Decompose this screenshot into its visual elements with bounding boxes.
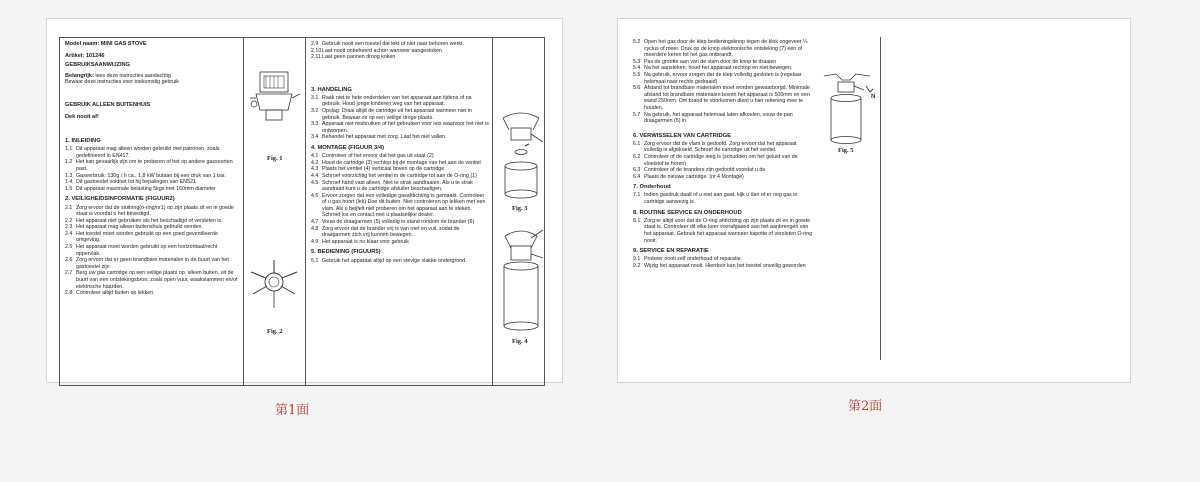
list-item: 9.1 Probeer nooit zelf onderhoud of reparatie. (633, 256, 743, 263)
list-item: 2.7 Berg uw gas cartridge op een veilige plaats op, alleen buiten, uit de buurt van een ontstekingsbron, zoals open vuur, waakvlammen en/of elektrische haarden. (65, 270, 238, 290)
important-note: Belangrijk: lees deze instructies aandachtig (65, 72, 171, 79)
list-item: 6.4 Plaats de nieuwe cartridge. (nr.4 Montage) (633, 173, 744, 180)
list-item: 1.2 Het kan gevaarlijk zijn om te proberen of het op andere gassoorten past. (65, 159, 233, 173)
list-item: 6.3 Controleer of de branders zijn gedoofd voordat u de (633, 167, 766, 174)
page-1-column-1 (65, 41, 241, 297)
list-item: 1.5 Dit apparaat maximale belasting 5kgs met 160mm diameter (65, 185, 216, 192)
article-number: Artikel: 101246 (65, 52, 105, 59)
page-1-frame (59, 37, 545, 386)
list-item: 4.7 Vouw de draagarmen (5) volledig in stand rondom de brander (6) (311, 219, 475, 226)
safety-list (65, 205, 241, 297)
list-item: 3.3 Apparaat niet misbruiken of het gebruiken voor iets waarvoor het niet is ontworpen. (311, 121, 489, 134)
section-heading: 4. MONTAGE (FIGUUR 3/4) (311, 145, 385, 152)
list-item: 2.10 Laat nooit onbeheerd achter wanneer aangestoken (311, 47, 442, 54)
list-item: 3.2 Opslag: Draai altijd de cartridge uit het apparaat wanneer niet in gebruik. Bewaar ze op een veilige droge plaats. (311, 108, 472, 121)
section-heading: 2. VEILIGHEIDSINFORMATIE (FIGUUR2) (65, 196, 175, 203)
figure-caption: Fig. 3 (512, 205, 528, 212)
maintenance-list (633, 192, 815, 205)
list-item: 3.4 Behandel het apparaat met zorg. Laat het niet vallen. (311, 134, 447, 141)
figure-caption: Fig. 5 (838, 147, 854, 154)
column-divider (243, 38, 244, 385)
list-item: 2.11 Laat geen pannen droog koken (311, 54, 396, 61)
operation-list (633, 39, 815, 125)
list-item: 2.2 Het apparaat niet gebruiken als het beschadigd of versleten is. (65, 217, 223, 224)
section-heading: 6. VERWISSELEN VAN CARTRIDGE (633, 132, 732, 139)
list-item: 8.1 Zorg er altijd voor dat de O-ring afdichting op zijn plaats zit en in goede staat is. Controleer dit elke keer voorafgaand aan het aanbrengen van het apparaat. Gebruik het apparaat wanneer kapotte of versleten O-ring nooit. (633, 217, 813, 244)
figure-caption: Fig. 4 (512, 338, 528, 345)
page-2-column-1 (633, 39, 815, 269)
service-list (633, 256, 815, 269)
stove-valve-illustration (246, 64, 302, 130)
section-heading: 7. Onderhoud (633, 184, 671, 191)
list-item: 5.6 Afstand tot brandbare materialen moet worden gewaarborgd. Minimale afstand tot brandbare materialen boven het apparaat is 500mm en een wand 250mm. Om brand te voorkomen dient u hier rekening mee te houden. (633, 85, 810, 111)
section-heading: 8. ROUTINE SERVICE EN ONDERHOUD (633, 209, 742, 216)
figure-caption: Fig. 1 (267, 155, 283, 162)
pan-support-illustration (249, 258, 299, 310)
intro-list (65, 146, 241, 192)
page-2-sheet (617, 18, 1131, 383)
list-item: 1.1 Dit apparaat mag alleen worden gebruikt met patronen, zoals gedefinieerd in EN417. (65, 146, 220, 159)
list-item: 6.1 Zorg ervoor dat de vlam is gedoofd. Zorg ervoor dat het apparaat volledig is afgekoeld. Schroef de cartridge uit het ventiel. (633, 140, 797, 154)
manual-title: GEBRUIKSAANWIJZING (65, 62, 130, 69)
figure-caption: Fig. 2 (267, 328, 283, 335)
svg-text:N: N (871, 94, 876, 100)
section-heading: 1. INLEIDING (65, 138, 101, 145)
list-item: 2.6 Zorg ervoor dat er geen brandbare materialen in de buurt van het gastoestel zijn (65, 257, 229, 270)
list-item: 7.1 Indien gasdruk daalt of u niet aan gaat, kijk u dan of er nog gas in cartridge aanwezig is. (633, 192, 798, 206)
list-item: 5.5 Na gebruik, ervoor zorgen dat de klep volledig gesloten is (regelaar helemaal naar rechts gedraaid) (633, 71, 802, 85)
list-item: 9.2 Wijzig het apparaat nooit. Hierdoor kan het toestel onveilig geworden (633, 262, 806, 269)
list-item: 2.8 Controleer altijd buiten op lekken. (65, 290, 155, 297)
page-1-label: 第1面 (275, 403, 310, 418)
list-item: 5.1 Gebruik het apparaat altijd op een stevige vlakke ondergrond. (311, 257, 467, 264)
list-item: 4.9 Het apparaat is nu klaar voor gebruik (311, 238, 409, 245)
mount-list (311, 153, 489, 245)
list-item: 5.4 Na het aansteken, houd het apparaat rechtop en niet bewegen. (633, 65, 793, 72)
section-heading: 9. SERVICE EN REPARATIE (633, 248, 709, 255)
cover-warning: Dek nooit af! (65, 113, 99, 120)
section-heading: 3. HANDELING (311, 86, 352, 93)
keep-instructions: Bewaar deze instructies voor toekomstig gebruik (65, 79, 179, 86)
list-item: 2.3 Het apparaat mag alleen buitenshuis gebruikt worden. (65, 224, 203, 231)
cartridge-swap-list (633, 141, 815, 181)
list-item: 4.3 Plaats het ventiel (4) verticaal boven op de cartridge (311, 166, 445, 173)
list-item: 6.2 Controleer of de cartridge leeg is (schudden om het geluid van de vloeistof te horen) (633, 154, 798, 167)
list-item: 4.6 Ervoor zorgen dat een volledige gasafdichting is gemaakt. Controleer of u gas hoort (lek) Doe dit buiten. Niet controleren op lekken met een vlam. Als u beijfelt niet proberen om het apparaat aan te steken. Schroef los en contact met u plaatselijke dealer. (311, 192, 486, 219)
list-item: 2.9 Gebruik nooit een toestel dat lekt of niet naar behoren werkt. (311, 41, 464, 47)
list-item: 4.1 Controleer of het ervoor dat het gas uit staat (2) (311, 153, 434, 160)
list-item: 1.3 Gasverbruik: 130g / h ca., 1,8 kW butaan bij een druk van 1 bar. (65, 172, 226, 179)
outdoor-warning: GEBRUIK ALLEEN BUITENHUIS (65, 101, 151, 108)
routine-list (633, 218, 815, 244)
list-item: 4.4 Schroef voorzichtig het ventiel in de cartridge tot aan de O-ring (1) (311, 172, 477, 179)
assembled-stove-illustration (495, 228, 545, 333)
list-item: 5.3 Pas de grootte aan van de vlam door de knop te draaien (633, 58, 777, 65)
list-item: 5.7 Na gebruik, het apparaat helemaal laten afkoelen, vouw de pan draagarmen (5) in. (633, 111, 793, 125)
list-item: 2.4 Het toestel moet worden gebruikt op een goed geventileerde omgeving. (65, 230, 218, 244)
page-2-label: 第2面 (848, 399, 883, 414)
list-item: 4.2 Houd de cartridge (3) rechtop bij de montage van het aan de ventiel (311, 159, 481, 166)
page-2-frame (630, 37, 881, 360)
list-item: 5.2 Open het gas door de klep bedieningsknop tegen de klok ongeveer ¼ cyclus of meer. Druk op de knop elektronische ontsteking (7) één of meerdere keren tot het gas ontbrandt. (633, 39, 808, 59)
page-1-sheet (46, 18, 563, 383)
safety-list-continued (311, 41, 489, 61)
list-item: 4.5 Schroef hand vast alleen. Niet te strak aandraaien. Als u te strak aandraait kunt u de cartridge afsluiter beschadigen. (311, 179, 473, 193)
stove-on-cartridge-illustration (495, 108, 545, 200)
page-1-column-2 (311, 41, 489, 264)
handling-list (311, 95, 489, 141)
column-divider (305, 38, 306, 385)
list-item: 3.1 Raak niet te hete onderdelen van het apparaat aan tijdens of na gebruik. Houd jonge kinderen weg van het apparaat. (311, 94, 472, 108)
model-name: Model naam: MINI GAS STOVE (65, 41, 147, 47)
list-item: 2.1 Zorg ervoor dat de sluitring(o-ring/nr1) op zijn plaats zit en in goede staat is voordat u het bevestigd. (65, 204, 234, 218)
stove-ignition-illustration (820, 70, 878, 146)
list-item: 2.5 Het apparaat moet worden gebruikt op een horizontaal/recht oppervlak. (65, 244, 218, 257)
section-heading: 5. BEDIENING (FIGUUR5) (311, 249, 381, 256)
list-item: 4.8 Zorg ervoor dat de brander vrij is van roet en vuil, zodat de draagarmen zich vrij kunnen bewegen. (311, 225, 460, 239)
column-divider (492, 38, 493, 385)
operate-list (311, 258, 489, 265)
list-item: 1.4 Dit gastoestel voldoet tot hij bepalingen van EN521. (65, 179, 198, 186)
